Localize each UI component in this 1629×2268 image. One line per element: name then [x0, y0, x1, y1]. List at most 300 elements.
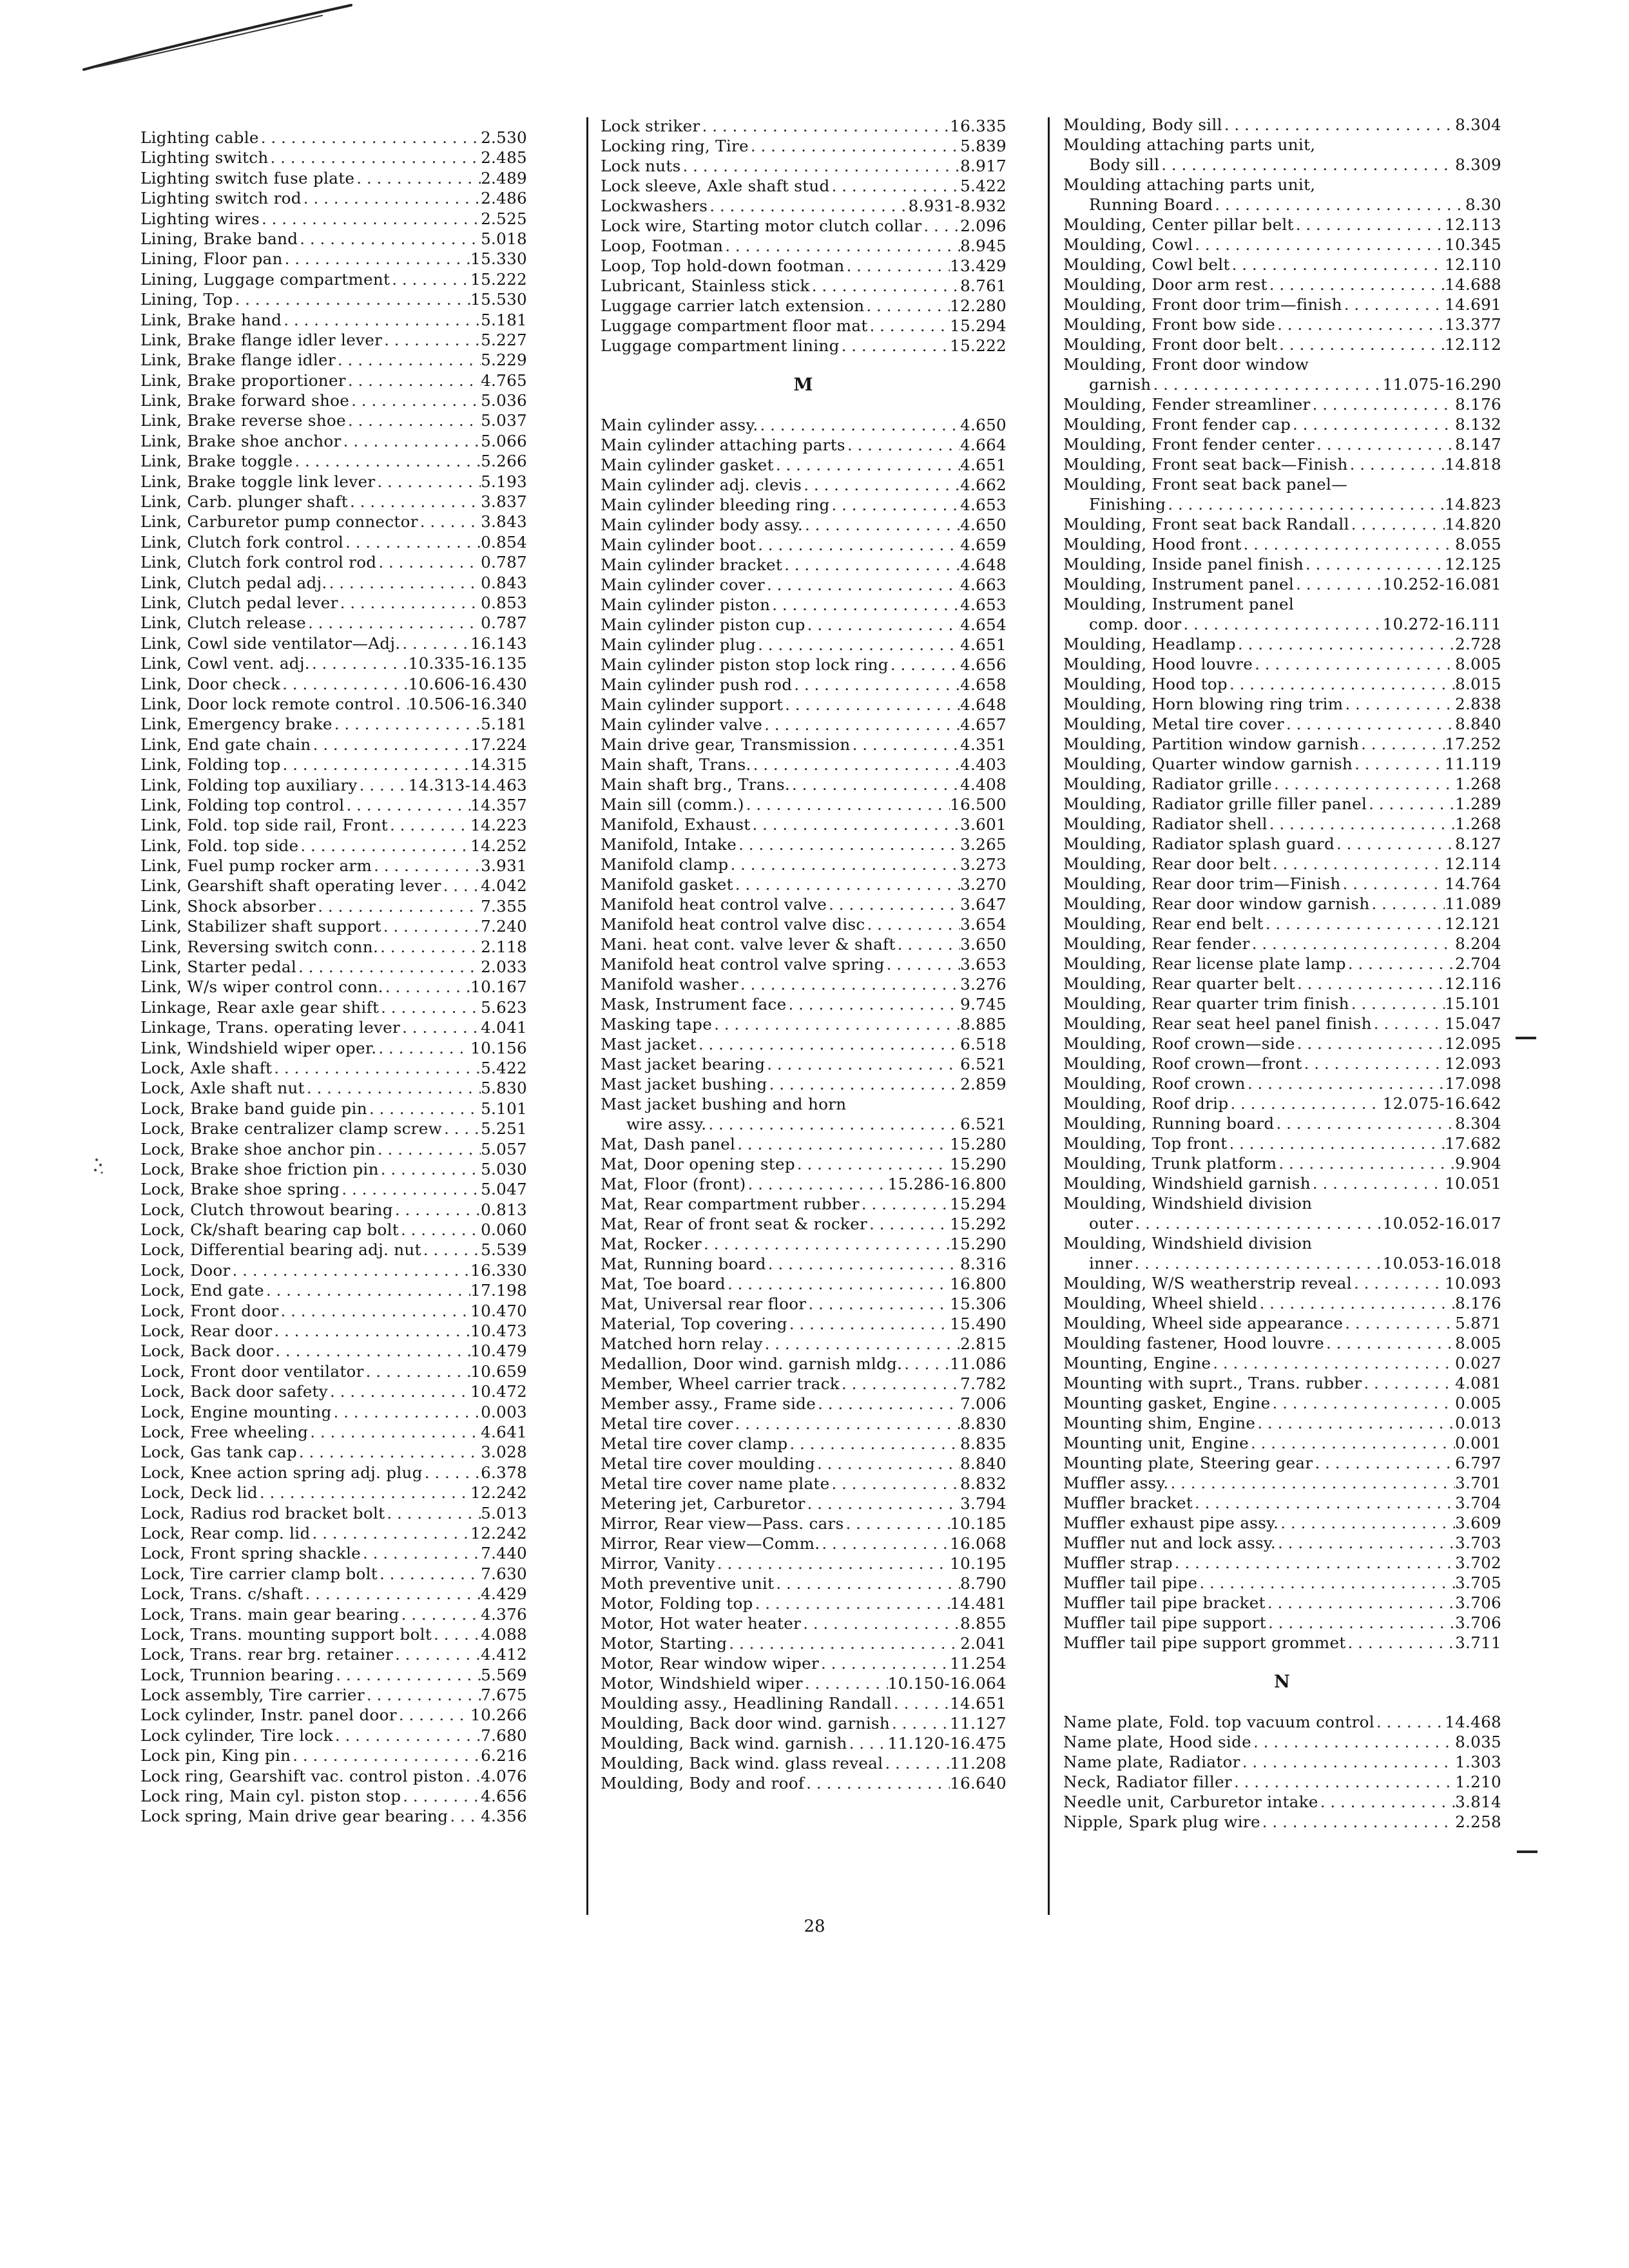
index-entry [1063, 195, 1501, 215]
entry-name: Moulding fastener, Hood louvre [1063, 1334, 1324, 1352]
entry-page-ref: 7.630 [481, 1564, 527, 1583]
index-entry [601, 1633, 1007, 1653]
entry-page-ref: 2.815 [960, 1334, 1007, 1353]
index-entry [601, 774, 1007, 794]
entry-name: Name plate, Hood side [1063, 1733, 1251, 1751]
leader-dots [864, 296, 950, 316]
entry-page-ref: 12.242 [470, 1483, 527, 1503]
leader-dots [1272, 774, 1455, 794]
entry-page-ref: 3.654 [960, 915, 1007, 934]
entry-name: Lock, Front spring shackle [140, 1544, 361, 1563]
entry-page-ref: 2.704 [1455, 954, 1501, 973]
index-entry [140, 754, 527, 774]
entry-name: Moulding, Center pillar belt [1063, 215, 1294, 234]
index-entry [140, 714, 527, 734]
entry-page-ref: 17.252 [1445, 735, 1501, 753]
leader-dots [401, 1786, 481, 1806]
entry-name: Luggage compartment lining [601, 336, 840, 355]
entry-page-ref: 16.068 [950, 1534, 1007, 1553]
leader-dots [845, 435, 960, 455]
leader-dots [1341, 874, 1445, 894]
entry-page-ref: 2.485 [481, 148, 527, 168]
leader-dots [297, 1442, 481, 1462]
entry-name: Main cylinder piston [601, 595, 771, 614]
index-entry [601, 1494, 1007, 1514]
entry-page-ref: 11.089 [1445, 894, 1501, 913]
index-entry [140, 997, 527, 1017]
index-entry [1063, 255, 1501, 274]
index-entry [601, 834, 1007, 854]
entry-name: Link, Shock absorber [140, 896, 316, 916]
index-entry [1063, 235, 1501, 255]
entry-page-ref: 17.198 [470, 1281, 527, 1300]
entry-name: Main cylinder boot [601, 535, 757, 554]
entry-page-ref: 11.119 [1445, 754, 1501, 773]
leader-dots [343, 532, 481, 552]
entry-name: Moulding, Running board [1063, 1114, 1275, 1133]
index-entry [601, 754, 1007, 774]
entry-page-ref: 8.055 [1455, 535, 1501, 553]
entry-name: Lock, Door [140, 1260, 231, 1280]
entry-name: Motor, Hot water heater [601, 1614, 802, 1633]
entry-name: Lock wire, Starting motor clutch collar [601, 216, 922, 235]
index-entry [140, 472, 527, 492]
entry-name: Moulding, Hood top [1063, 675, 1228, 693]
index-entry [601, 196, 1007, 216]
entry-name: Neck, Radiator filler [1063, 1773, 1232, 1791]
index-entry [1063, 1792, 1501, 1812]
index-entry [1063, 1513, 1501, 1533]
leader-dots [803, 515, 960, 535]
leader-dots [802, 475, 960, 495]
entry-page-ref: 8.127 [1455, 834, 1501, 853]
entry-page-ref: 3.702 [1455, 1553, 1501, 1572]
entry-name: Lock, Differential bearing adj. nut [140, 1240, 421, 1260]
leader-dots [1346, 954, 1455, 974]
index-entry [140, 1523, 527, 1543]
index-entry [1063, 1313, 1501, 1333]
entry-page-ref: 0.001 [1455, 1434, 1501, 1452]
entry-name: Mast jacket bushing [601, 1075, 767, 1093]
leader-dots [293, 451, 481, 471]
leader-dots [744, 794, 950, 814]
entry-page-ref: 7.440 [481, 1544, 527, 1563]
entry-name: Main cylinder push rod [601, 675, 793, 694]
entry-name: Lock, Front door ventilator [140, 1361, 364, 1381]
index-entry [601, 1154, 1007, 1174]
entry-name: Moulding, Hood louvre [1063, 655, 1253, 673]
leader-dots [1240, 1752, 1455, 1772]
index-entry [601, 1553, 1007, 1573]
index-entry [1063, 794, 1501, 814]
leader-dots [1349, 994, 1445, 1014]
leader-dots [388, 815, 470, 835]
entry-page-ref: 5.013 [481, 1503, 527, 1523]
index-entry [1063, 514, 1501, 534]
index-entry [140, 1644, 527, 1664]
index-entry [1063, 494, 1501, 514]
entry-page-ref: 6.797 [1455, 1454, 1501, 1472]
leader-dots [1342, 294, 1445, 314]
leader-dots [273, 1341, 470, 1361]
entry-page-ref: 8.832 [960, 1474, 1007, 1493]
entry-page-ref: 4.650 [960, 416, 1007, 434]
leader-dots [393, 1200, 481, 1220]
entry-page-ref: 3.265 [960, 835, 1007, 854]
index-entry [601, 156, 1007, 176]
pen-stroke-mark [0, 0, 361, 90]
index-entry [140, 1381, 527, 1401]
index-entry [601, 116, 1007, 136]
entry-page-ref: 10.252-16.081 [1382, 575, 1501, 593]
leader-dots [851, 735, 961, 754]
entry-name: Moulding, Body and roof [601, 1774, 805, 1792]
entry-name: Muffler tail pipe bracket [1063, 1593, 1266, 1612]
entry-name: Moulding, Rear quarter belt [1063, 974, 1295, 993]
leader-dots [333, 1725, 481, 1745]
entry-page-ref: 9.904 [1455, 1154, 1501, 1173]
entry-page-ref: 4.651 [960, 635, 1007, 654]
leader-dots [393, 1644, 481, 1664]
entry-page-ref: 12.121 [1445, 914, 1501, 933]
leader-dots [890, 1713, 950, 1733]
entry-page-ref: 8.830 [960, 1414, 1007, 1433]
leader-dots [442, 1119, 481, 1139]
index-entry [1063, 1533, 1501, 1553]
entry-page-ref: 15.490 [950, 1314, 1007, 1333]
entry-name: Main cylinder assy. [601, 416, 758, 434]
leader-dots [708, 196, 908, 216]
index-entry [140, 1624, 527, 1644]
leader-dots [758, 415, 961, 435]
leader-dots [774, 1573, 960, 1593]
entry-name: Metal tire cover moulding [601, 1454, 815, 1473]
index-entry [601, 1094, 1007, 1114]
index-entry [140, 370, 527, 390]
entry-page-ref: 6.521 [960, 1115, 1007, 1133]
entry-page-ref: 3.653 [960, 955, 1007, 974]
index-entry [140, 532, 527, 552]
entry-name: Linkage, Trans. operating lever [140, 1018, 401, 1037]
entry-page-ref: 3.601 [960, 815, 1007, 834]
index-entry [140, 977, 527, 997]
entry-name: Lock nuts [601, 157, 681, 175]
entry-name: Muffler nut and lock assy. [1063, 1533, 1276, 1552]
index-entry [601, 615, 1007, 635]
entry-name: Lining, Floor pan [140, 249, 283, 269]
index-entry [1063, 854, 1501, 874]
leader-dots [706, 1114, 960, 1134]
entry-name: Moulding, Fender streamliner [1063, 395, 1311, 414]
leader-dots [885, 954, 960, 974]
leader-dots [1181, 614, 1382, 634]
entry-name: Masking tape [601, 1015, 713, 1033]
leader-dots [868, 316, 950, 336]
entry-page-ref: 2.258 [1455, 1812, 1501, 1831]
index-entry [1063, 754, 1501, 774]
entry-name: Link, Door lock remote control [140, 694, 394, 713]
entry-name: Motor, Folding top [601, 1594, 753, 1613]
index-entry [601, 1134, 1007, 1154]
entry-page-ref: 5.229 [481, 351, 527, 370]
entry-page-ref: 14.223 [470, 816, 527, 835]
entry-name: Mounting, Engine [1063, 1354, 1211, 1372]
entry-name: Main cylinder body assy. [601, 515, 804, 534]
leader-dots [1315, 434, 1455, 454]
leader-dots [348, 492, 481, 512]
entry-name: Lock, Engine mounting [140, 1402, 332, 1421]
entry-name: Lock, Ck/shaft bearing cap bolt [140, 1220, 399, 1240]
leader-dots [367, 1099, 481, 1119]
index-entry [140, 249, 527, 269]
index-entry [601, 914, 1007, 934]
entry-page-ref: 14.820 [1445, 515, 1501, 533]
entry-name: Moulding, Front door belt [1063, 335, 1278, 354]
index-entry [140, 492, 527, 512]
leader-dots [1343, 694, 1455, 714]
index-entry [1063, 1633, 1501, 1653]
index-entry [140, 168, 527, 188]
entry-name: Motor, Starting [601, 1634, 728, 1653]
index-entry [601, 1454, 1007, 1474]
index-entry [1063, 1193, 1501, 1213]
index-entry [140, 573, 527, 593]
index-entry [1063, 634, 1501, 654]
leader-dots [1318, 1792, 1455, 1812]
leader-dots [786, 994, 960, 1014]
leader-dots [1294, 215, 1445, 235]
index-entry [601, 256, 1007, 276]
leader-dots [1246, 1073, 1445, 1093]
index-entry [601, 435, 1007, 455]
index-entry [1063, 414, 1501, 434]
entry-page-ref: 2.530 [481, 128, 527, 147]
entry-name: Link, Emergency brake [140, 715, 333, 734]
entry-name: Muffler bracket [1063, 1494, 1193, 1512]
entry-page-ref: 0.013 [1455, 1414, 1501, 1432]
entry-name: Member assy., Frame side [601, 1394, 816, 1413]
entry-page-ref: 13.429 [950, 256, 1007, 275]
entry-name: Lighting switch rod [140, 189, 302, 208]
index-entry [1063, 1772, 1501, 1792]
entry-page-ref: 2.838 [1455, 695, 1501, 713]
entry-page-ref: 12.093 [1445, 1054, 1501, 1073]
entry-name: Mirror, Rear view—Comm. [601, 1534, 820, 1553]
entry-name: Mounting with suprt., Trans. rubber [1063, 1374, 1362, 1392]
leader-dots [867, 1214, 950, 1234]
index-entry [601, 715, 1007, 735]
entry-page-ref: 4.654 [960, 615, 1007, 634]
index-entry [601, 894, 1007, 914]
entry-page-ref: 6.216 [481, 1746, 527, 1765]
entry-page-ref: 2.489 [481, 168, 527, 187]
leader-dots [816, 1394, 960, 1414]
entry-name: Moulding, Instrument panel [1063, 575, 1295, 593]
entry-name: Link, Gearshift shaft operating lever [140, 876, 441, 896]
entry-name: Lock, Axle shaft [140, 1058, 273, 1077]
index-entry [1063, 674, 1501, 694]
entry-page-ref: 8.316 [960, 1254, 1007, 1273]
entry-name: Lubricant, Stainless stick [601, 276, 810, 295]
index-entry [601, 1713, 1007, 1733]
leader-dots [1236, 634, 1455, 654]
leader-dots [379, 997, 481, 1017]
entry-page-ref: 3.705 [1455, 1573, 1501, 1592]
entry-page-ref: 5.539 [481, 1240, 527, 1260]
index-entry [1063, 1453, 1501, 1473]
entry-page-ref: 14.691 [1445, 295, 1501, 314]
entry-name: Finishing [1089, 495, 1166, 514]
entry-page-ref: 11.086 [950, 1354, 1007, 1373]
index-entry [140, 937, 527, 957]
section-letter: M [793, 375, 814, 395]
entry-page-ref: 5.101 [481, 1099, 527, 1118]
entry-name: Moulding, Front seat back—Finish [1063, 455, 1348, 474]
leader-dots [1222, 115, 1455, 135]
entry-name: Manifold heat control valve disc [601, 915, 865, 934]
leader-dots [820, 1533, 950, 1553]
entry-page-ref: 8.835 [960, 1434, 1007, 1453]
leader-dots [1168, 1473, 1455, 1493]
entry-name: Link, Clutch pedal adj. [140, 573, 327, 592]
index-entry [1063, 934, 1501, 954]
entry-name: Manifold gasket [601, 875, 733, 894]
index-entry [140, 694, 527, 714]
entry-page-ref: 4.662 [960, 476, 1007, 494]
entry-name: Lock, Free wheeling [140, 1423, 309, 1441]
index-entry [140, 1745, 527, 1765]
entry-page-ref: 12.280 [950, 296, 1007, 315]
entry-name: Lock, Brake shoe anchor pin [140, 1139, 376, 1158]
entry-name: Moulding, Radiator splash guard [1063, 834, 1335, 853]
entry-name: Lighting switch fuse plate [140, 168, 355, 187]
entry-page-ref: 10.272-16.111 [1382, 615, 1501, 633]
entry-name: Lock ring, Gearshift vac. control piston [140, 1766, 464, 1785]
leader-dots [1166, 494, 1445, 514]
leader-dots [423, 1463, 481, 1483]
entry-page-ref: 8.885 [960, 1015, 1007, 1033]
index-entry [1063, 1573, 1501, 1593]
page-number: 28 [804, 1917, 825, 1936]
index-entry [1063, 314, 1501, 334]
index-entry [140, 1200, 527, 1220]
leader-dots [1132, 1253, 1382, 1273]
leader-dots [697, 1034, 960, 1054]
index-entry [1063, 1033, 1501, 1053]
index-entry [1063, 554, 1501, 574]
entry-name: Moulding, Front door trim—finish [1063, 295, 1342, 314]
entry-name: Moulding, Back door wind. garnish [601, 1714, 891, 1733]
entry-page-ref: 10.051 [1445, 1174, 1501, 1193]
entry-page-ref: 10.266 [470, 1706, 527, 1725]
leader-dots [272, 1058, 481, 1078]
index-entry [601, 1514, 1007, 1533]
leader-dots [700, 116, 950, 136]
entry-page-ref: 11.208 [950, 1754, 1007, 1773]
entry-page-ref: 14.313-14.463 [408, 775, 527, 794]
entry-name: Main shaft, Trans. [601, 755, 751, 774]
entry-name: Link, Door check [140, 674, 281, 693]
entry-page-ref: 10.053-16.018 [1382, 1254, 1501, 1273]
entry-name: Muffler assy. [1063, 1474, 1169, 1492]
entry-page-ref: 3.711 [1455, 1633, 1501, 1652]
index-entry [1063, 1373, 1501, 1393]
entry-name: Manifold washer [601, 975, 738, 994]
entry-name: Mat, Running board [601, 1254, 766, 1273]
index-entry [140, 552, 527, 572]
entry-page-ref: 4.412 [481, 1645, 527, 1664]
entry-page-ref: 4.664 [960, 436, 1007, 454]
leader-dots [829, 1474, 960, 1494]
entry-name: Main drive gear, Transmission [601, 735, 851, 754]
leader-dots [896, 934, 960, 954]
entry-name: Main cylinder bracket [601, 555, 783, 574]
leader-dots [702, 1234, 950, 1254]
leader-dots [1266, 1593, 1455, 1613]
index-entry [601, 575, 1007, 595]
leader-dots [1335, 834, 1455, 854]
entry-name: Lock spring, Main drive gear bearing [140, 1807, 448, 1826]
index-entry [140, 593, 527, 613]
leader-dots [735, 1134, 950, 1154]
index-entry [1063, 1213, 1501, 1233]
entry-name: Link, Fold. top side rail, Front [140, 816, 388, 835]
entry-name: Moulding, Rear door trim—Finish [1063, 874, 1341, 893]
leader-dots [1193, 235, 1445, 255]
entry-name: Loop, Footman [601, 236, 724, 255]
entry-name: inner [1089, 1254, 1133, 1273]
leader-dots [751, 754, 960, 774]
index-entry [601, 735, 1007, 754]
leader-dots [1295, 974, 1445, 994]
entry-page-ref: 14.823 [1445, 495, 1501, 514]
entry-name: Moulding, Rear license plate lamp [1063, 954, 1346, 973]
index-entry [1063, 574, 1501, 594]
entry-name: Link, Reversing switch conn. [140, 937, 379, 956]
index-entry [601, 954, 1007, 974]
leader-dots [1227, 1133, 1445, 1153]
entry-page-ref: 5.422 [481, 1058, 527, 1077]
entry-name: Link, Brake toggle [140, 452, 293, 471]
entry-name: Link, Brake reverse shoe [140, 411, 346, 430]
entry-name: Lining, Luggage compartment [140, 269, 390, 289]
entry-name: Muffler tail pipe support [1063, 1613, 1266, 1632]
entry-name: Moulding, W/S weatherstrip reveal [1063, 1274, 1352, 1293]
entry-page-ref: 8.840 [960, 1454, 1007, 1473]
index-entry [140, 1503, 527, 1523]
entry-page-ref: 15.290 [950, 1235, 1007, 1253]
leader-dots [902, 1354, 950, 1374]
entry-name: Moulding, Hood front [1063, 535, 1242, 553]
entry-page-ref: 8.147 [1455, 435, 1501, 454]
section-letter: N [1274, 1672, 1291, 1692]
index-entry [1063, 614, 1501, 634]
leader-dots [1264, 914, 1445, 934]
leader-dots [1193, 1493, 1455, 1513]
index-entry [140, 735, 527, 754]
index-entry [140, 1280, 527, 1300]
entry-name: Muffler strap [1063, 1553, 1173, 1572]
leader-dots [1242, 534, 1456, 554]
leader-dots [1251, 1732, 1455, 1752]
entry-page-ref: 16.330 [470, 1260, 527, 1280]
entry-page-ref: 0.060 [481, 1220, 527, 1240]
entry-page-ref: 8.005 [1455, 1334, 1501, 1352]
entry-page-ref: 4.657 [960, 715, 1007, 734]
entry-name: Moulding, Cowl belt [1063, 255, 1230, 274]
leader-dots [1348, 454, 1445, 474]
entry-name: Moulding attaching parts unit, [1063, 175, 1316, 194]
